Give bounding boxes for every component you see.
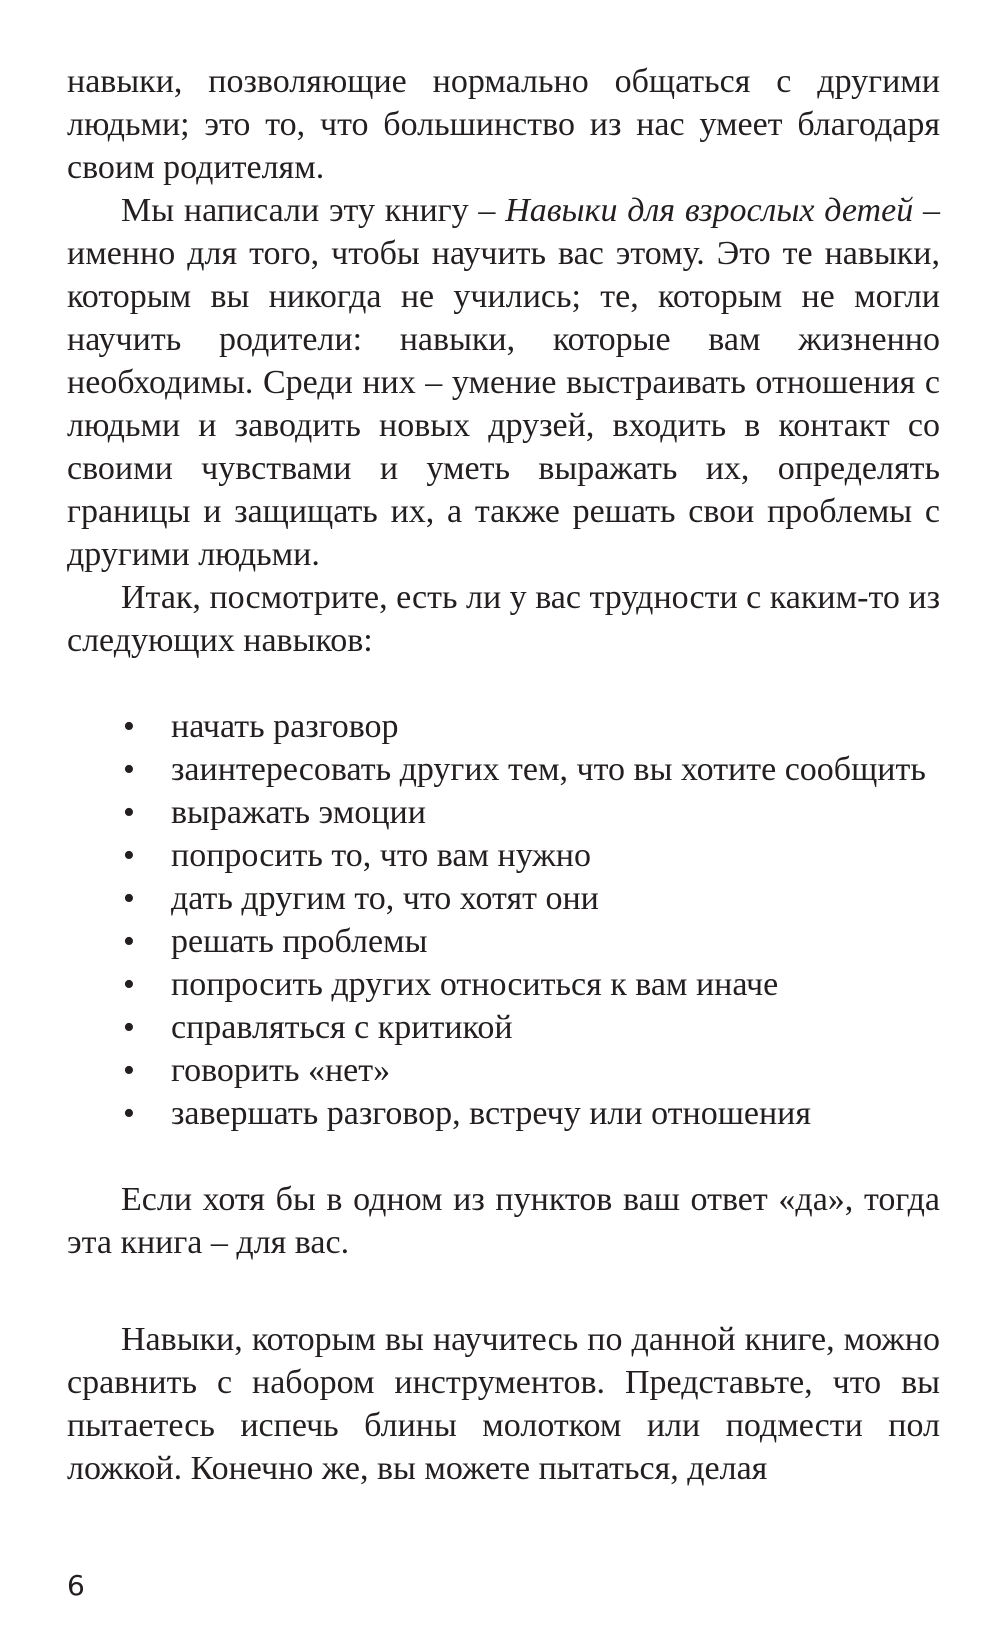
list-item-text: заинтересовать других тем, что вы хотите сообщить bbox=[171, 751, 926, 788]
bullet-icon: • bbox=[123, 923, 135, 960]
list-item bbox=[67, 920, 940, 963]
list-item bbox=[67, 963, 940, 1006]
list-item bbox=[67, 705, 940, 748]
list-item-text: говорить «нет» bbox=[171, 1052, 391, 1089]
list-item bbox=[67, 877, 940, 920]
spacer bbox=[67, 1264, 940, 1318]
bullet-icon: • bbox=[123, 966, 135, 1003]
list-item-text: попросить то, что вам нужно bbox=[171, 837, 591, 874]
spacer bbox=[67, 662, 940, 705]
list-item bbox=[67, 791, 940, 834]
list-item bbox=[67, 1006, 940, 1049]
list-item-text: попросить других относиться к вам иначе bbox=[171, 966, 779, 1003]
list-item-text: завершать разговор, встречу или отношения bbox=[171, 1095, 811, 1132]
list-item-text: справляться с критикой bbox=[171, 1009, 513, 1046]
bullet-icon: • bbox=[123, 751, 135, 788]
bullet-icon: • bbox=[123, 837, 135, 874]
paragraph-tools-analogy: Навыки, которым вы научитесь по данной книге, можно сравнить с набором инструментов. Представьте, что вы пытаетесь испечь блины молотком или подмести пол ложкой. Конечно же, вы можете пытаться, делая bbox=[67, 1321, 940, 1487]
book-title: Навыки для взрослых детей bbox=[505, 192, 914, 229]
bullet-icon: • bbox=[123, 1052, 135, 1089]
list-item-text: выражать эмоции bbox=[171, 794, 426, 831]
paragraph-conclusion: Если хотя бы в одном из пунктов ваш ответ «да», тогда эта книга – для вас. bbox=[67, 1181, 940, 1261]
bullet-icon: • bbox=[123, 880, 135, 917]
list-item-text: решать проблемы bbox=[171, 923, 428, 960]
paragraph-skills-question: Итак, посмотрите, есть ли у вас трудности с каким-то из следующих навыков: bbox=[67, 579, 940, 659]
bullet-icon: • bbox=[123, 794, 135, 831]
paragraph-book-intro-start: Мы написали эту книгу – bbox=[121, 192, 506, 229]
list-item-text: дать другим то, что хотят они bbox=[171, 880, 599, 917]
skills-list bbox=[67, 705, 940, 1135]
paragraph-book-intro bbox=[67, 189, 940, 576]
paragraph-book-intro-rest: – именно для того, чтобы научить вас этому. Это те навыки, которым вы никогда не учились; те, которым не могли научить родители: навыки, которые вам жизненно необходимы. Среди них – умение выстраивать отношения с людьми и заводить новых друзей, входить в контакт со своими чувствами и уметь выражать их, определять границы и защищать их, а также решать свои проблемы с другими людьми. bbox=[67, 192, 941, 573]
spacer bbox=[67, 1135, 940, 1178]
list-item bbox=[67, 748, 940, 791]
page-number: 6 bbox=[67, 1569, 85, 1602]
list-item-text: начать разговор bbox=[171, 708, 399, 745]
bullet-icon: • bbox=[123, 708, 135, 745]
bullet-icon: • bbox=[123, 1095, 135, 1132]
page-body bbox=[67, 60, 940, 1490]
list-item bbox=[67, 834, 940, 877]
list-item bbox=[67, 1092, 940, 1135]
list-item bbox=[67, 1049, 940, 1092]
paragraph-continuation: навыки, позволяющие нормально общаться с другими людьми; это то, что большинство из нас умеет благодаря своим родителям. bbox=[67, 63, 940, 186]
bullet-icon: • bbox=[123, 1009, 135, 1046]
